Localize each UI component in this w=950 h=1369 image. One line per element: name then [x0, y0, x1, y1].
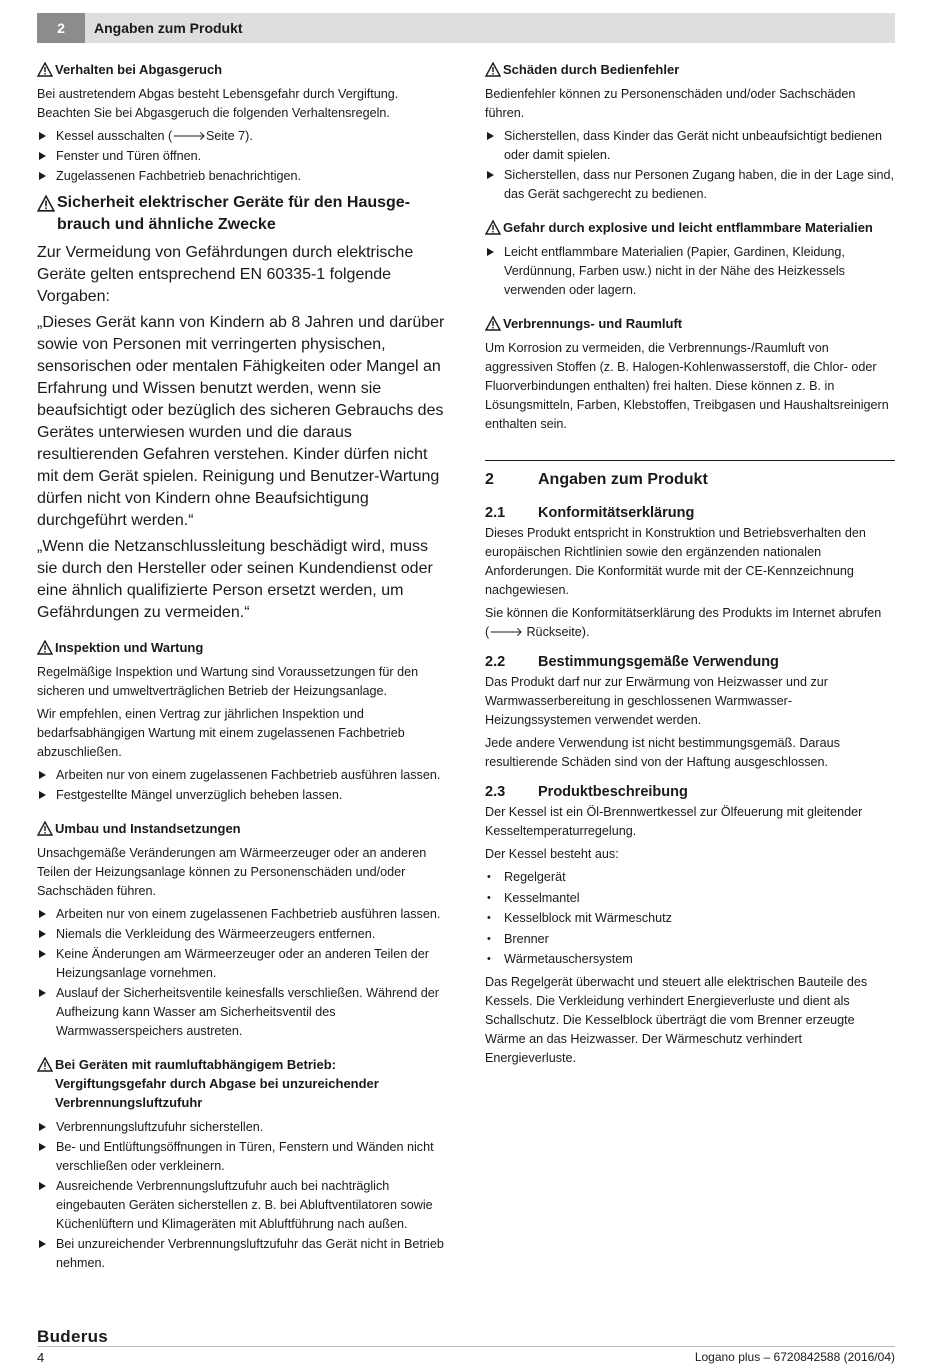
instruction-list	[37, 127, 447, 186]
section-title: Verhalten bei Abgasgeruch	[55, 62, 223, 77]
list-item: Niemals die Verkleidung des Wärmeerzeugers entfernen.	[37, 925, 447, 944]
warning-triangle-icon	[37, 62, 53, 77]
paragraph: Sie können die Konformitätserklärung des Produkts im Internet abrufen (🡒 Rückseite).	[485, 606, 882, 639]
list-item: • Brenner	[485, 930, 895, 949]
paragraph: „Wenn die Netzanschlussleitung beschädigt wird, muss sie durch den Hersteller oder seinen Kundendienst oder eine ähnlich qualifizierte Person ersetzt werden, um Gefährdungen zu vermeiden.“	[37, 538, 433, 621]
paragraph: Zur Vermeidung von Gefährdungen durch elektrische Geräte gelten entsprechend EN 60335-1 folgende Vorgaben:	[37, 244, 414, 305]
chapter-divider	[485, 460, 895, 461]
left-column	[37, 60, 447, 1277]
subsection-heading	[485, 652, 895, 672]
footer-divider	[37, 1346, 895, 1347]
section-title: Schäden durch Bedienfehler	[503, 62, 680, 77]
paragraph: „Dieses Gerät kann von Kindern ab 8 Jahren und darüber sowie von Personen mit verringerten physischen, sensorischen oder mentalen Fähigkeiten oder Mangel an Erfahrung und Wissen benutzt werden, wenn sie beaufsichtigt oder bezüglich des sicheren Gebrauchs des Gerätes unterwiesen wurden und die daraus resultierenden Gefahren verstehen. Kinder dürfen nicht mit dem Gerät spielen. Reinigung und Benutzer-Wartung dürfen nicht von Kindern ohne Beaufsichtigung durchgeführt werden.“	[37, 314, 445, 529]
list-item: Ausreichende Verbrennungsluftzufuhr auch bei nachträglich eingebauten Geräten sicherstellen z. B. bei Abluftventilatoren sowie Küchenlüftern und Klimageräten mit Abluftführung nach außen.	[37, 1177, 447, 1234]
section-title: Gefahr durch explosive und leicht entflammbare Materialien	[503, 220, 873, 235]
subsection-title: Konformitätserklärung	[538, 505, 695, 521]
section-title: Inspektion und Wartung	[55, 640, 204, 655]
warning-triangle-icon	[485, 62, 501, 77]
warning-triangle-icon	[37, 640, 53, 655]
warning-triangle-icon	[485, 316, 501, 331]
paragraph: Bedienfehler können zu Personenschäden und/oder Sachschäden führen.	[485, 87, 856, 120]
subsection-num: 2.3	[485, 784, 506, 800]
paragraph: Der Kessel besteht aus:	[485, 847, 619, 861]
chapter-number: 2	[37, 13, 85, 43]
list-item: Zugelassenen Fachbetrieb benachrichtigen.	[37, 167, 447, 186]
list-item: Keine Änderungen am Wärmeerzeuger oder an anderen Teilen der Heizungsanlage vornehmen.	[37, 945, 447, 983]
paragraph: Wir empfehlen, einen Vertrag zur jährlichen Inspektion und bedarfsabhängigen Wartung mit einem zugelassenen Fachbetrieb abzuschließen.	[37, 707, 405, 759]
instruction-list	[37, 905, 447, 1041]
paragraph: Jede andere Verwendung ist nicht bestimmungsgemäß. Daraus resultierende Schäden sind von der Haftung ausgeschlossen.	[485, 736, 840, 769]
section-title: Verbrennungs- und Raumluft	[503, 316, 683, 331]
list-item: Arbeiten nur von einem zugelassenen Fachbetrieb ausführen lassen.	[37, 766, 447, 785]
list-item: Kessel ausschalten (🡒Seite 7).	[37, 127, 447, 146]
document-id: Logano plus – 6720842588 (2016/04)	[694, 1350, 895, 1364]
instruction-list	[37, 766, 447, 805]
warning-triangle-icon	[37, 195, 55, 212]
section-heading	[485, 314, 895, 333]
subsection-title: Bestimmungsgemäße Verwendung	[538, 654, 779, 670]
list-item: Arbeiten nur von einem zugelassenen Fachbetrieb ausführen lassen.	[37, 905, 447, 924]
list-item: Be- und Entlüftungsöffnungen in Türen, Fenstern und Wänden nicht verschließen oder verkleinern.	[37, 1138, 447, 1176]
chapter-heading-title: Angaben zum Produkt	[538, 471, 708, 488]
section-heading	[485, 60, 895, 79]
section-title: Sicherheit elektrischer Geräte für den Hausge- brauch und ähnliche Zwecke	[57, 194, 411, 233]
warning-triangle-icon	[485, 220, 501, 235]
section-title: Bei Geräten mit raumluftabhängigem Betrieb: Vergiftungsgefahr durch Abgase bei unzureichender Verbrennungsluftzufuhr	[55, 1057, 379, 1110]
list-item: Auslauf der Sicherheitsventile keinesfalls verschließen. Während der Aufheizung kann Wasser am Sicherheitsventil des Warmwasserspeichers austreten.	[37, 984, 447, 1041]
subsection-title: Produktbeschreibung	[538, 784, 688, 800]
list-item: Sicherstellen, dass nur Personen Zugang haben, die in der Lage sind, das Gerät sachgerecht zu bedienen.	[485, 166, 895, 204]
component-list	[485, 868, 895, 969]
chapter-heading	[485, 469, 895, 491]
list-item: Verbrennungsluftzufuhr sicherstellen.	[37, 1118, 447, 1137]
list-item: • Kesselblock mit Wärmeschutz	[485, 909, 895, 928]
instruction-list	[485, 127, 895, 204]
section-heading	[485, 218, 895, 237]
section-heading	[37, 1055, 447, 1112]
subsection-heading	[485, 782, 895, 802]
warning-triangle-icon	[37, 1057, 53, 1072]
list-item: • Kesselmantel	[485, 889, 895, 908]
list-item: Leicht entflammbare Materialien (Papier, Gardinen, Kleidung, Verdünnung, Farben usw.) nicht in der Nähe des Heizkessels verwenden oder lagern.	[485, 243, 895, 300]
section-heading	[37, 192, 447, 236]
list-item: Festgestellte Mängel unverzüglich beheben lassen.	[37, 786, 447, 805]
brand-logo: Buderus	[37, 1327, 109, 1346]
list-item: Fenster und Türen öffnen.	[37, 147, 447, 166]
paragraph: Das Regelgerät überwacht und steuert alle elektrischen Bauteile des Kessels. Die Verkleidung verhindert Energieverluste und dient als Schallschutz. Die Kesselblock überträgt die vom Brenner erzeugte Wärme an das Heizwasser. Der Wärmeschutz verhindert Energieverluste.	[485, 975, 868, 1065]
page-number: 4	[37, 1350, 45, 1365]
list-item: • Regelgerät	[485, 868, 895, 887]
paragraph: Der Kessel ist ein Öl-Brennwertkessel zur Ölfeuerung mit gleitender Kesseltemperaturregelung.	[485, 805, 863, 838]
chapter-title: Angaben zum Produkt	[94, 20, 243, 36]
right-column	[485, 60, 895, 1072]
chapter-num: 2	[485, 471, 494, 488]
paragraph: Dieses Produkt entspricht in Konstruktion und Betriebsverhalten den europäischen Richtlinien sowie den ergänzenden nationalen Anforderungen. Die Konformität wurde mit der CE-Kennzeichnung nachgewiesen.	[485, 526, 866, 597]
page-header	[37, 13, 895, 43]
instruction-list	[485, 243, 895, 300]
list-item: • Wärmetauschersystem	[485, 950, 895, 969]
list-item: Bei unzureichender Verbrennungsluftzufuhr das Gerät nicht in Betrieb nehmen.	[37, 1235, 447, 1273]
paragraph: Das Produkt darf nur zur Erwärmung von Heizwasser und zur Warmwasserbereitung in geschlossenen Warmwasser-Heizungssystemen verwendet werden.	[485, 675, 828, 727]
list-item: Sicherstellen, dass Kinder das Gerät nicht unbeaufsichtigt bedienen oder damit spielen.	[485, 127, 895, 165]
warning-triangle-icon	[37, 821, 53, 836]
section-heading	[37, 60, 447, 79]
paragraph: Regelmäßige Inspektion und Wartung sind Voraussetzungen für den sicheren und umweltverträglichen Betrieb der Heizungsanlage.	[37, 665, 419, 698]
paragraph: Um Korrosion zu vermeiden, die Verbrennungs-/Raumluft von aggressiven Stoffen (z. B. Halogen-Kohlenwasserstoff, die Chlor- oder Fluorverbindungen enthalten) frei halten. Diese können z. B. in Lösungsmitteln, Farben, Klebstoffen, Treibgasen und Haushaltsreinigern enthalten sein.	[485, 341, 889, 431]
paragraph: Bei austretendem Abgas besteht Lebensgefahr durch Vergiftung. Beachten Sie bei Abgasgeruch die folgenden Verhaltensregeln.	[37, 87, 399, 120]
subsection-num: 2.2	[485, 654, 506, 670]
paragraph: Unsachgemäße Veränderungen am Wärmeerzeuger oder an anderen Teilen der Heizungsanlage können zu Personenschäden und/oder Sachschäden führen.	[37, 846, 427, 898]
section-heading	[37, 819, 447, 838]
section-title: Umbau und Instandsetzungen	[55, 821, 241, 836]
section-heading	[37, 638, 447, 657]
subsection-num: 2.1	[485, 505, 506, 521]
subsection-heading	[485, 503, 895, 523]
instruction-list	[37, 1118, 447, 1273]
